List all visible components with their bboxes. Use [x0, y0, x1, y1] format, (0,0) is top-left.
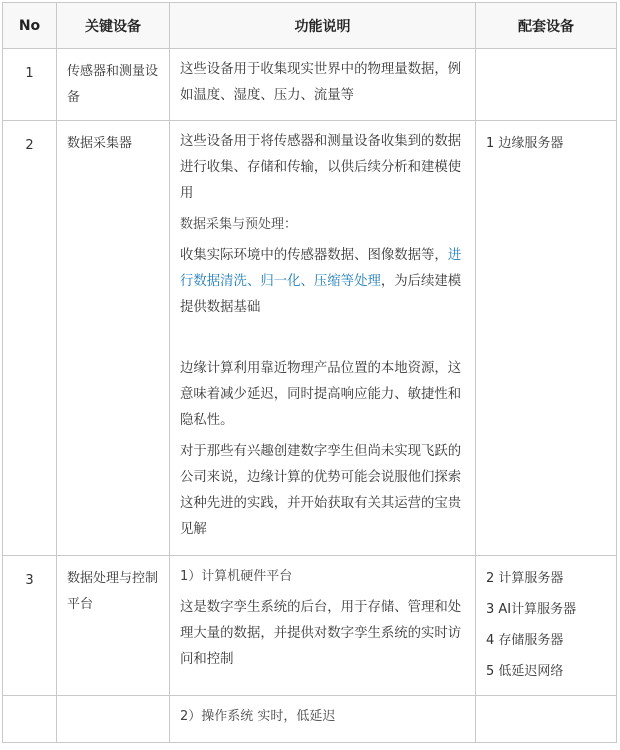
row-number: 3	[25, 573, 34, 588]
equipment-item: 2 计算服务器	[486, 571, 564, 586]
row-number: 2	[25, 138, 34, 153]
function-text: 边缘计算利用靠近物理产品位置的本地资源，这意味着减少延迟，同时提高响应能力、敏捷性和隐私性。	[180, 361, 462, 428]
device-name: 数据采集器	[67, 136, 133, 151]
sub-heading: 2）操作系统 实时，低延迟	[180, 709, 336, 724]
function-text: 对于那些有兴趣创建数字孪生但尚未实现飞跃的公司来说，边缘计算的优势可能会说服他们探索这种先进的实践，并开始获取有关其运营的宝贵见解	[180, 444, 462, 537]
device-cell	[57, 121, 170, 556]
equipment-item: 4 存储服务器	[486, 633, 564, 648]
device-name	[57, 696, 169, 706]
table-row	[3, 556, 617, 696]
equipment-table	[2, 2, 617, 743]
header-function: 功能说明	[170, 3, 476, 49]
equipment-cell	[476, 121, 617, 556]
row-number	[3, 696, 56, 713]
equipment-cell	[476, 696, 617, 743]
sub-heading: 数据采集与预处理：	[180, 217, 298, 232]
header-device: 关键设备	[57, 3, 170, 49]
device-cell	[57, 49, 170, 121]
equipment-cell	[476, 556, 617, 696]
equipment-item: 5 低延迟网络	[486, 664, 564, 679]
function-text: 这是数字孪生系统的后台，用于存储、管理和处理大量的数据，并提供对数字孪生系统的实时访问和控制	[180, 600, 462, 667]
text-segment: 收集实际环境中的传感器数据、图像数据等，	[180, 248, 448, 263]
row-number-cell	[3, 49, 57, 121]
function-text	[180, 243, 465, 321]
row-number: 1	[25, 66, 34, 81]
equipment-cell	[476, 49, 617, 121]
device-name: 数据处理与控制平台	[67, 571, 159, 612]
function-text: 这些设备用于将传感器和测量设备收集到的数据进行收集、存储和传输，以供后续分析和建模使用	[180, 134, 462, 201]
highlighted-text: 进行数据清洗、归一化、压缩等处理	[180, 248, 462, 289]
function-cell	[170, 121, 476, 556]
row-number-cell	[3, 696, 57, 743]
spacer	[180, 326, 465, 356]
row-number-cell	[3, 121, 57, 556]
device-cell	[57, 696, 170, 743]
equipment-item: 1 边缘服务器	[486, 136, 564, 151]
header-equipment: 配套设备	[476, 3, 617, 49]
sub-heading: 1）计算机硬件平台	[180, 569, 293, 584]
table-header-row	[3, 3, 617, 49]
function-cell	[170, 49, 476, 121]
row-number-cell	[3, 556, 57, 696]
header-no: No	[3, 3, 57, 49]
text-segment: ，为后续建模提供数据基础	[180, 274, 462, 315]
device-name: 传感器和测量设备	[67, 64, 159, 105]
table-row	[3, 696, 617, 743]
function-text: 这些设备用于收集现实世界中的物理量数据，例如温度、湿度、压力、流量等	[180, 62, 462, 103]
table-row	[3, 121, 617, 556]
table-row	[3, 49, 617, 121]
function-cell	[170, 556, 476, 696]
device-cell	[57, 556, 170, 696]
function-cell	[170, 696, 476, 743]
equipment-item: 3 AI计算服务器	[486, 602, 577, 617]
